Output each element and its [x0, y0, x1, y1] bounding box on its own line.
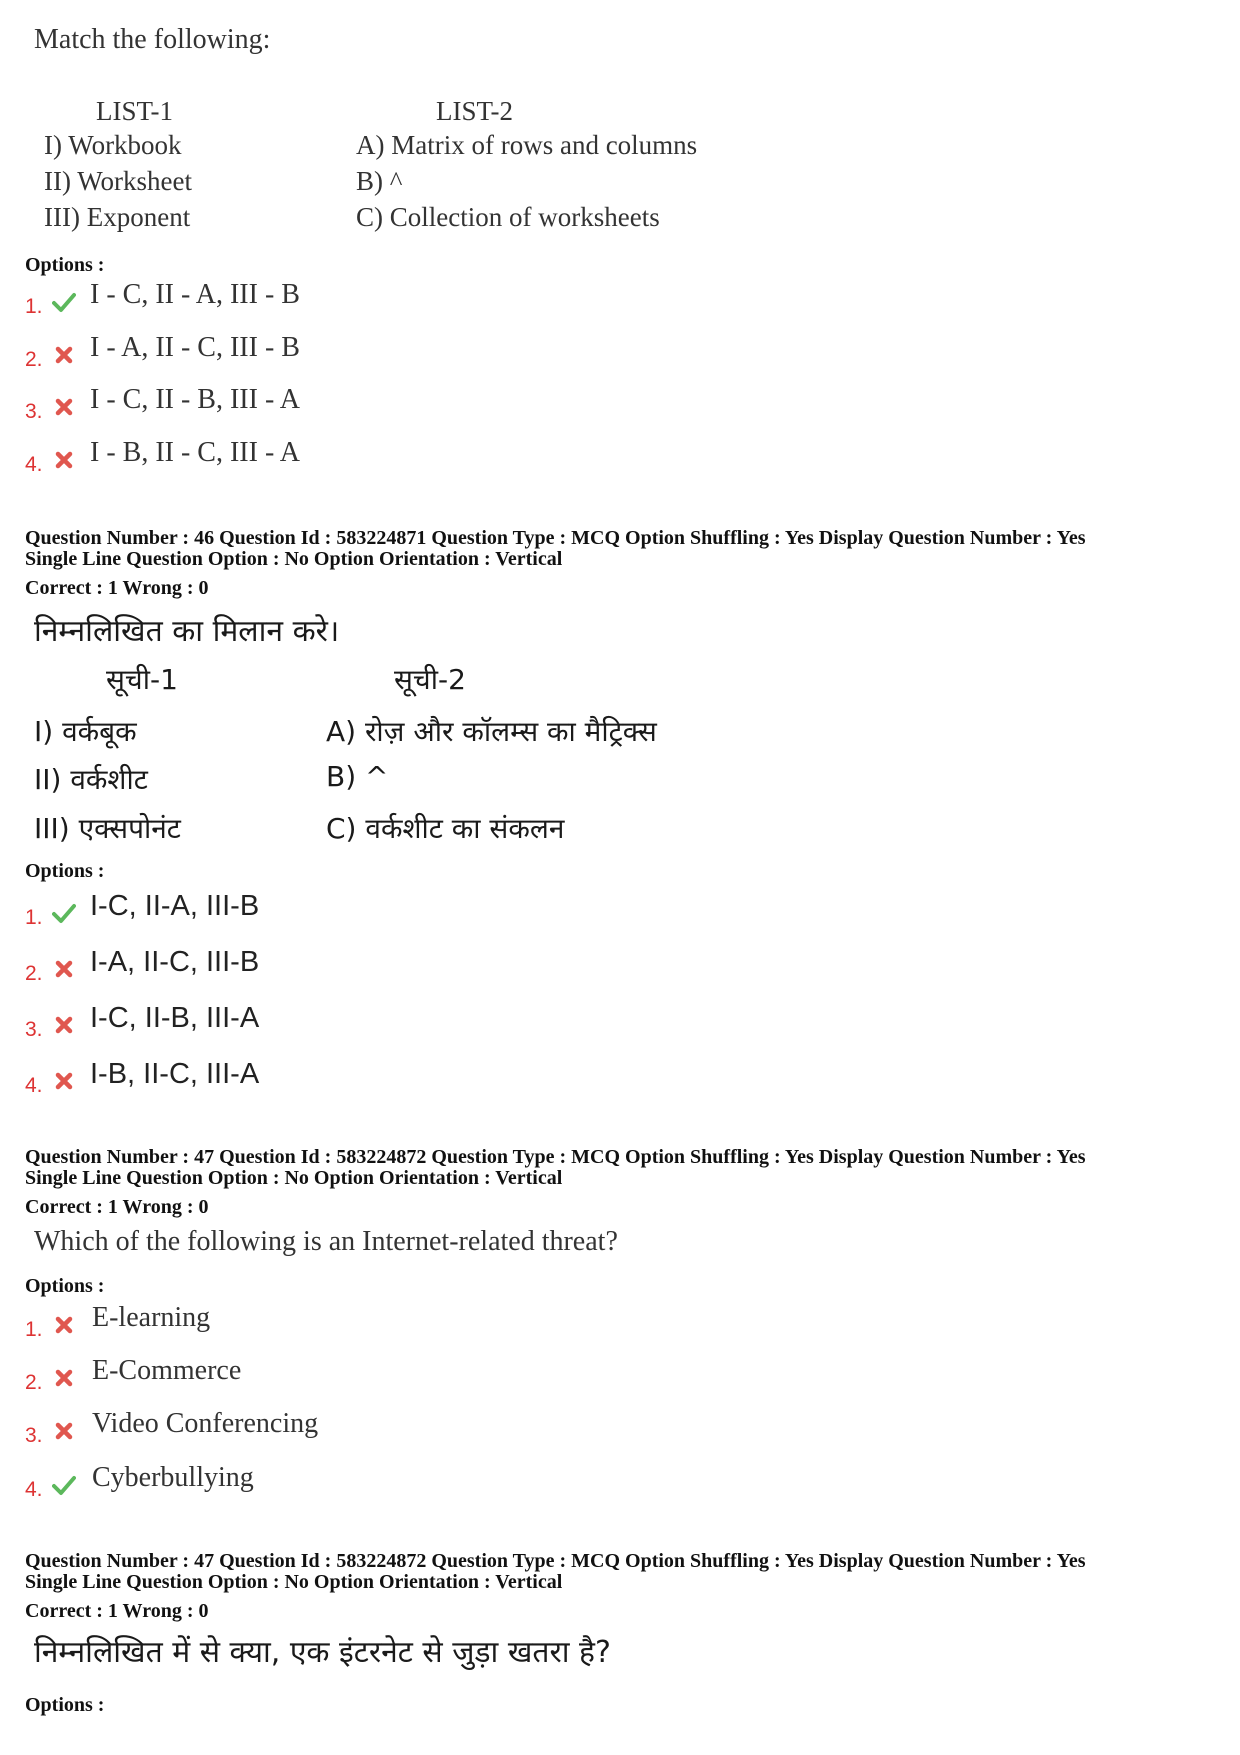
question-meta: Question Number : 47 Question Id : 583224872 Question Type : MCQ Option Shuffling : Yes Display Question Number : Yes — [25, 1146, 1086, 1168]
option-number: 2. — [25, 962, 43, 985]
options-label: Options : — [25, 1275, 105, 1297]
list2-item: A) रोज़ और कॉलम्स का मैट्रिक्स — [326, 715, 657, 748]
cross-icon — [52, 957, 76, 981]
option-text[interactable]: I - A, II - C, III - B — [90, 332, 300, 363]
option-number: 3. — [25, 1018, 43, 1041]
list1-item: I) Workbook — [44, 130, 182, 160]
options-label: Options : — [25, 254, 105, 276]
list2-header: सूची-2 — [394, 663, 466, 696]
question-meta: Single Line Question Option : No Option Orientation : Vertical — [25, 548, 563, 570]
cross-icon — [52, 1069, 76, 1093]
question-text: निम्नलिखित का मिलान करे। — [34, 614, 340, 649]
option-text[interactable]: I - B, II - C, III - A — [90, 437, 300, 468]
option-number: 1. — [25, 906, 43, 929]
cross-icon — [52, 395, 76, 419]
options-label: Options : — [25, 860, 105, 882]
question-meta: Question Number : 46 Question Id : 583224871 Question Type : MCQ Option Shuffling : Yes Display Question Number : Yes — [25, 527, 1086, 549]
option-number: 4. — [25, 1478, 43, 1501]
cross-icon — [52, 1313, 76, 1337]
option-number: 1. — [25, 1318, 43, 1341]
list1-header: LIST-1 — [96, 96, 174, 126]
list1-item: III) एक्सपोनंट — [34, 812, 181, 845]
question-text: Which of the following is an Internet-related threat? — [34, 1226, 618, 1257]
question-meta: Question Number : 47 Question Id : 583224872 Question Type : MCQ Option Shuffling : Yes Display Question Number : Yes — [25, 1550, 1086, 1572]
marking-scheme: Correct : 1 Wrong : 0 — [25, 577, 209, 599]
list2-item: B) ^ — [326, 760, 389, 793]
list2-item: C) वर्कशीट का संकलन — [326, 812, 565, 845]
option-text[interactable]: I - C, II - B, III - A — [90, 384, 300, 415]
list1-item: II) Worksheet — [44, 166, 193, 196]
option-text[interactable]: Video Conferencing — [92, 1408, 319, 1439]
option-number: 4. — [25, 453, 43, 476]
check-icon — [52, 290, 76, 314]
option-text[interactable]: Cyberbullying — [92, 1462, 254, 1493]
option-text[interactable]: E-learning — [92, 1302, 211, 1333]
list2-item: B) ^ — [356, 166, 403, 196]
list1-header: सूची-1 — [106, 663, 178, 696]
list1-item: II) वर्कशीट — [34, 763, 148, 796]
check-icon — [52, 1473, 76, 1497]
question-text: Match the following: — [34, 24, 271, 55]
cross-icon — [52, 1013, 76, 1037]
option-number: 2. — [25, 1371, 43, 1394]
option-number: 4. — [25, 1074, 43, 1097]
option-text[interactable]: I - C, II - A, III - B — [90, 279, 300, 310]
list2-item: C) Collection of worksheets — [356, 202, 660, 232]
option-text[interactable]: I-B, II-C, III-A — [90, 1058, 260, 1090]
question-text: निम्नलिखित में से क्या, एक इंटरनेट से जुड़ा खतरा है? — [34, 1635, 611, 1670]
question-meta: Single Line Question Option : No Option Orientation : Vertical — [25, 1167, 563, 1189]
marking-scheme: Correct : 1 Wrong : 0 — [25, 1196, 209, 1218]
check-icon — [52, 901, 76, 925]
option-text[interactable]: I-A, II-C, III-B — [90, 946, 260, 978]
list2-item: A) Matrix of rows and columns — [356, 130, 698, 160]
marking-scheme: Correct : 1 Wrong : 0 — [25, 1600, 209, 1622]
cross-icon — [52, 1419, 76, 1443]
cross-icon — [52, 1366, 76, 1390]
option-number: 2. — [25, 348, 43, 371]
option-text[interactable]: I-C, II-B, III-A — [90, 1002, 260, 1034]
list1-item: I) वर्कबूक — [34, 715, 137, 748]
question-meta: Single Line Question Option : No Option Orientation : Vertical — [25, 1571, 563, 1593]
cross-icon — [52, 343, 76, 367]
list2-header: LIST-2 — [436, 96, 514, 126]
option-number: 3. — [25, 1424, 43, 1447]
option-number: 1. — [25, 295, 43, 318]
cross-icon — [52, 448, 76, 472]
option-number: 3. — [25, 400, 43, 423]
option-text[interactable]: E-Commerce — [92, 1355, 242, 1386]
options-label: Options : — [25, 1694, 105, 1716]
option-text[interactable]: I-C, II-A, III-B — [90, 890, 260, 922]
list1-item: III) Exponent — [44, 202, 191, 232]
